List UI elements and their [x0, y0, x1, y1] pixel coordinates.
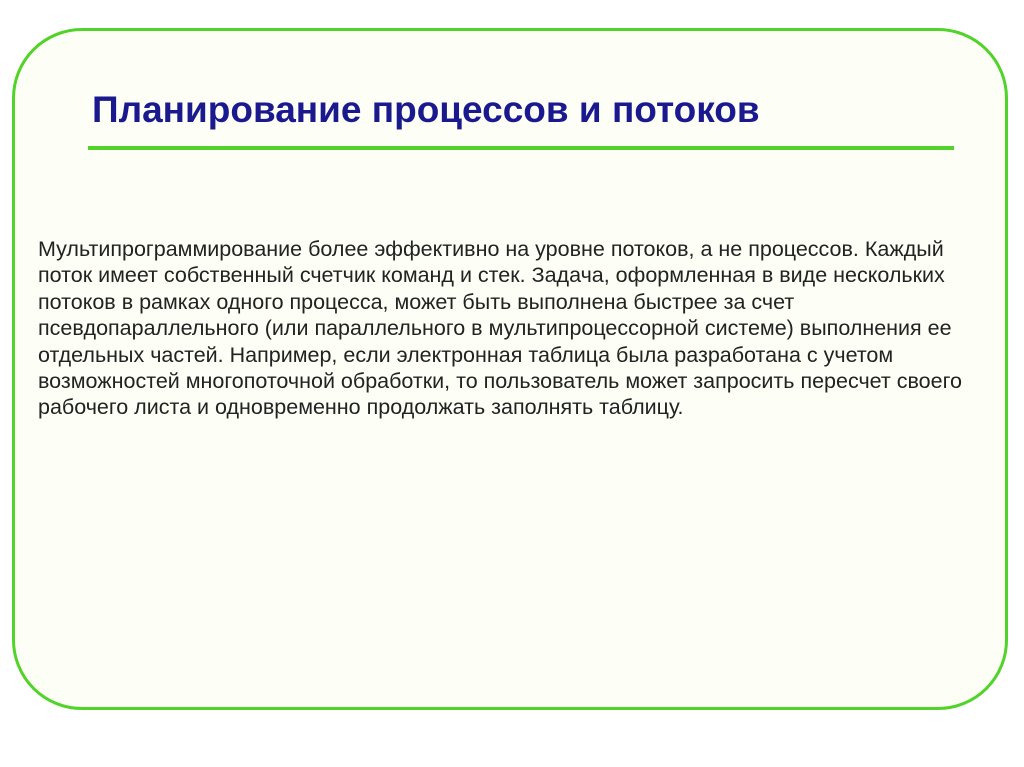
title-underline — [88, 146, 954, 150]
slide-body-text: Мультипрограммирование более эффективно на уровне потоков, а не процессов. Каждый поток имеет собственный счетчик команд и стек. Задача, оформленная в виде нескольких потоков в рамках одного процесса, может быть выполнена быстрее за счет псевдопараллельного (или параллельного в мультипроцессорной системе) выполнения ее отдельных частей. Например, если электронная таблица была разработана с учетом возможностей многопоточной обработки, то пользователь может запросить пересчет своего рабочего листа и одновременно продолжать заполнять таблицу. — [38, 237, 962, 420]
slide-title: Планирование процессов и потоков — [92, 89, 760, 130]
